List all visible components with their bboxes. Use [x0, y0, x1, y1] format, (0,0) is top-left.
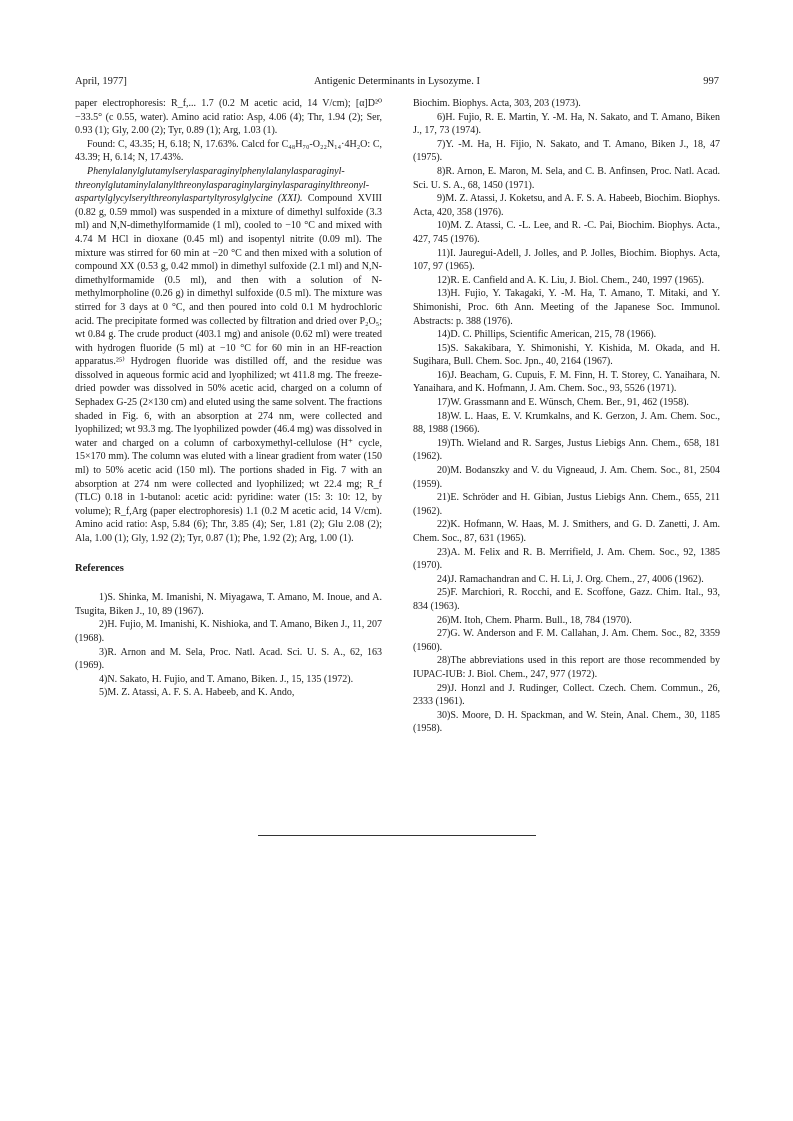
reference-text: M. Z. Atassi, C. -L. Lee, and R. -C. Pai, Biochim. Biophys. Acta., 427, 745 (1976). — [413, 220, 720, 245]
reference-number: 1) — [99, 592, 108, 604]
reference-text: J. Honzl and J. Rudinger, Collect. Czech. Chem. Commun., 26, 2333 (1961). — [413, 682, 720, 708]
reference-text: H. Fujio, M. Imanishi, K. Nishioka, and T. Amano, Biken J., 11, 207 (1968). — [75, 619, 382, 644]
reference-text: S. Shinka, M. Imanishi, N. Miyagawa, T. Amano, M. Inoue, and A. Tsugita, Biken J., 10, 89 (1967). — [75, 592, 382, 617]
reference-number: 20) — [437, 465, 451, 477]
header-title: Antigenic Determinants in Lysozyme. I — [314, 76, 480, 87]
reference-item — [413, 464, 720, 491]
reference-number: 3) — [99, 646, 108, 658]
reference-number: 30) — [437, 709, 451, 721]
reference-item — [413, 111, 720, 138]
reference-text: M. Itoh, Chem. Pharm. Bull., 18, 784 (1970). — [450, 614, 632, 626]
reference-text: F. Marchiori, R. Rocchi, and E. Scoffone, Gazz. Chim. Ital., 93, 834 (1963). — [413, 587, 720, 612]
reference-item — [413, 682, 720, 709]
reference-item — [413, 247, 720, 274]
references-list-left — [75, 591, 382, 700]
reference-item — [413, 396, 720, 410]
reference-number: 6) — [437, 111, 446, 123]
reference-item — [413, 342, 720, 369]
reference-text: E. Schröder and H. Gibian, Justus Liebigs Ann. Chem., 655, 211 (1962). — [413, 492, 720, 517]
reference-number: 8) — [437, 165, 446, 177]
reference-number: 18) — [437, 410, 451, 422]
reference-number: 9) — [437, 193, 446, 205]
header-date: April, 1977] — [75, 76, 127, 87]
right-column — [413, 97, 720, 736]
reference-number: 2) — [99, 619, 108, 631]
reference-item — [413, 614, 720, 628]
compound-title: Phenylalanylglutamylserylasparaginylphenylalanylasparaginyl-threonylglutaminylalanylthreonylasparaginylarginylasparaginylthreonyl-aspartylglycylserylthreonylaspartyltyrosylglycine (XXI). — [75, 165, 370, 205]
reference-number: 13) — [437, 288, 451, 300]
paragraph-compound-xxi — [75, 165, 382, 546]
reference-item — [413, 328, 720, 342]
reference-number: 4) — [99, 673, 108, 685]
reference-number: 28) — [437, 655, 451, 667]
reference-text: M. Z. Atassi, A. F. S. A. Habeeb, and K. Ando, — [107, 687, 295, 699]
reference-text: J. Beacham, G. Cupuis, F. M. Finn, H. T. Storey, C. Yanaihara, N. Yanaihara, and K. Hofmann, J. Am. Chem. Soc., 93, 5526 (1971). — [413, 369, 720, 395]
reference-item — [413, 138, 720, 165]
reference-number: 29) — [437, 682, 451, 694]
left-column — [75, 97, 382, 700]
paragraph-elemental-analysis: Found: C, 43.35; H, 6.18; N, 17.63%. Calcd for C₄₈H₇₀-O₂₂N₁₄·4H₂O: C, 43.39; H, 6.14; N, 17.43%. — [75, 138, 382, 164]
reference-text: H. Fujio, Y. Takagaki, Y. -M. Ha, T. Amano, T. Mitaki, and Y. Shimonishi, Proc. 6th Ann. Meeting of the Japanese Soc. Immunol. Abstracts: p. 388 (1976). — [413, 288, 720, 327]
reference-text: A. M. Felix and R. B. Merrifield, J. Am. Chem. Soc., 92, 1385 (1970). — [413, 546, 720, 572]
reference-text: S. Moore, D. H. Spackman, and W. Stein, Anal. Chem., 30, 1185 (1958). — [413, 709, 720, 735]
reference-number: 16) — [437, 369, 451, 381]
reference-text: H. Fujio, R. E. Martin, Y. -M. Ha, N. Sakato, and T. Amano, Biken J., 17, 73 (1974). — [413, 111, 720, 137]
page-number: 997 — [703, 76, 719, 87]
reference-item — [413, 491, 720, 518]
reference-item — [413, 369, 720, 396]
reference-number: 27) — [437, 628, 451, 640]
reference-item — [75, 686, 382, 700]
running-header — [75, 76, 719, 90]
reference-item — [75, 673, 382, 687]
references-heading: References — [75, 562, 124, 574]
reference-number: 7) — [437, 138, 446, 150]
compound-procedure: Compound XVIII (0.82 g, 0.59 mmol) was suspended in a mixture of dimethyl sulfoxide (3.3 ml) and N,N-dimethylformamide (1 ml), cooled to −10 °C and mixed with 4.74 M HCl in dioxane (0.45 ml) and isopentyl nitrite (0.09 ml). The mixture was stirred for 60 min at −20 °C and then mixed with a solution of compound XX (0.53 g, 0.42 mmol) in dimethyl sulfoxide (2.1 ml) and N,N-dimethylformamide (0.5 ml), and then with a solution of N-methylmorpholine (0.26 g) in dimethyl sulfoxide (0.5 ml). The mixture was stirred for 3 days at 0 °C, and then poured into cold 0.1 M hydrochloric acid. The precipitate formed was collected by filtration and dried over P₂O₅; wt 0.84 g. The crude product (403.1 mg) and anisole (0.62 ml) were treated with hydrogen fluoride (5 ml) at −10 °C for 60 min in an HF-reaction apparatus.²⁵⁾ Hydrogen fluoride was distilled off, and the residue was dissolved in aqueous formic acid and lyophilized; wt 411.8 mg. The freeze-dried powder was dissolved in 50% acetic acid, charged on a column of Sephadex G-25 (2×130 cm) and eluted using the same solvent. The fractions shaded in Fig. 6, with an absorption at 274 nm, were collected and lyophilized; wt 93.3 mg. The lyophilized powder (46.4 mg) was dissolved in water and charged on a column of carboxymethyl-cellulose (H⁺ cycle, 15×170 mm). The column was eluted with a linear gradient from water (150 ml) to 50% acetic acid (150 ml). The portions shaded in Fig. 7 with an absorption at 274 nm were collected and lyophilized; wt 22.4 mg; R_f (TLC) 0.18 in 1-butanol: acetic acid: pyridine: water (15: 3: 10: 12, by volume); R_f,Arg (paper electrophoresis) 1.1 (0.2 M acetic acid, 14 V/cm). Amino acid ratio: Asp, 5.84 (6); Thr, 3.85 (4); Ser, 1.81 (2); Glu 2.08 (2); Ala, 1.00 (1); Gly, 1.92 (2); Tyr, 0.87 (1); Phe, 1.92 (2); Arg, 1.00 (1). — [75, 193, 383, 544]
reference-item — [413, 165, 720, 192]
reference-number: 21) — [437, 492, 451, 504]
reference-item — [413, 546, 720, 573]
reference-text: N. Sakato, H. Fujio, and T. Amano, Biken. J., 15, 135 (1972). — [107, 673, 354, 685]
references-list-right — [413, 97, 720, 736]
reference-text: R. Arnon and M. Sela, Proc. Natl. Acad. Sci. U. S. A., 62, 163 (1969). — [75, 646, 382, 672]
reference-text: The abbreviations used in this report are those recommended by IUPAC-IUB: J. Biol. Chem., 247, 977 (1972). — [413, 655, 720, 680]
reference-text: R. E. Canfield and A. K. Liu, J. Biol. Chem., 240, 1997 (1965). — [450, 274, 704, 286]
reference-item — [413, 518, 720, 545]
reference-number: 22) — [437, 519, 451, 531]
reference-text: M. Z. Atassi, J. Koketsu, and A. F. S. A. Habeeb, Biochim. Biophys. Acta, 420, 358 (1976). — [413, 193, 720, 218]
reference-number: 24) — [437, 573, 451, 585]
reference-text: G. W. Anderson and F. M. Callahan, J. Am. Chem. Soc., 82, 3359 (1960). — [413, 628, 720, 653]
reference-text: R. Arnon, E. Maron, M. Sela, and C. B. Anfinsen, Proc. Natl. Acad. Sci. U. S. A., 68, 1450 (1971). — [413, 165, 720, 191]
reference-item — [413, 709, 720, 736]
reference-text: Th. Wieland and R. Sarges, Justus Liebigs Ann. Chem., 658, 181 (1962). — [413, 437, 720, 463]
reference-item — [413, 219, 720, 246]
reference-number: 14) — [437, 329, 451, 341]
reference-item — [75, 591, 382, 618]
reference-number: 11) — [437, 247, 450, 259]
reference-item — [413, 97, 720, 111]
reference-item — [413, 573, 720, 587]
reference-item — [413, 192, 720, 219]
reference-item — [413, 627, 720, 654]
reference-text: I. Jauregui-Adell, J. Jolles, and P. Jolles, Biochim. Biophys. Acta, 107, 97 (1965). — [413, 247, 720, 273]
reference-text: K. Hofmann, W. Haas, M. J. Smithers, and G. D. Zanetti, J. Am. Chem. Soc., 87, 631 (1965). — [413, 519, 720, 544]
reference-text: S. Sakakibara, Y. Shimonishi, Y. Kishida, M. Okada, and H. Sugihara, Bull. Chem. Soc. Jpn., 40, 2164 (1967). — [413, 342, 720, 368]
reference-item — [413, 410, 720, 437]
reference-item — [413, 274, 720, 288]
reference-text: J. Ramachandran and C. H. Li, J. Org. Chem., 27, 4006 (1962). — [450, 573, 704, 585]
reference-text: D. C. Phillips, Scientific American, 215, 78 (1966). — [450, 329, 657, 341]
reference-number: 10) — [437, 220, 451, 232]
reference-item — [75, 618, 382, 645]
reference-text: M. Bodanszky and V. du Vigneaud, J. Am. Chem. Soc., 81, 2504 (1959). — [413, 465, 720, 490]
reference-text: Y. -M. Ha, H. Fijio, N. Sakato, and T. Amano, Biken J., 18, 47 (1975). — [413, 138, 720, 164]
reference-number: 19) — [437, 437, 451, 449]
reference-number: 23) — [437, 546, 451, 558]
reference-number: 17) — [437, 397, 451, 409]
reference-text: Biochim. Biophys. Acta, 303, 203 (1973). — [413, 98, 581, 109]
reference-item — [413, 437, 720, 464]
reference-item — [75, 646, 382, 673]
reference-number: 15) — [437, 342, 451, 354]
end-rule — [258, 835, 536, 836]
paragraph-electrophoresis: paper electrophoresis: R_f,... 1.7 (0.2 M acetic acid, 14 V/cm); [α]D²⁰ −33.5° (c 0.55, water). Amino acid ratio: Asp, 4.06 (4); Thr, 1.94 (2); Ser, 0.93 (1); Gly, 2.00 (2); Tyr, 0.89 (1); Arg, 1.03 (1). — [75, 98, 382, 137]
reference-text: W. L. Haas, E. V. Krumkalns, and K. Gerzon, J. Am. Chem. Soc., 88, 1988 (1966). — [413, 410, 720, 436]
reference-item — [413, 586, 720, 613]
reference-number: 26) — [437, 614, 451, 626]
reference-text: W. Grassmann and E. Wünsch, Chem. Ber., 91, 462 (1958). — [450, 397, 689, 409]
reference-item — [413, 287, 720, 328]
reference-number: 5) — [99, 687, 108, 699]
reference-number: 12) — [437, 274, 451, 286]
reference-item — [413, 654, 720, 681]
reference-number: 25) — [437, 587, 451, 599]
